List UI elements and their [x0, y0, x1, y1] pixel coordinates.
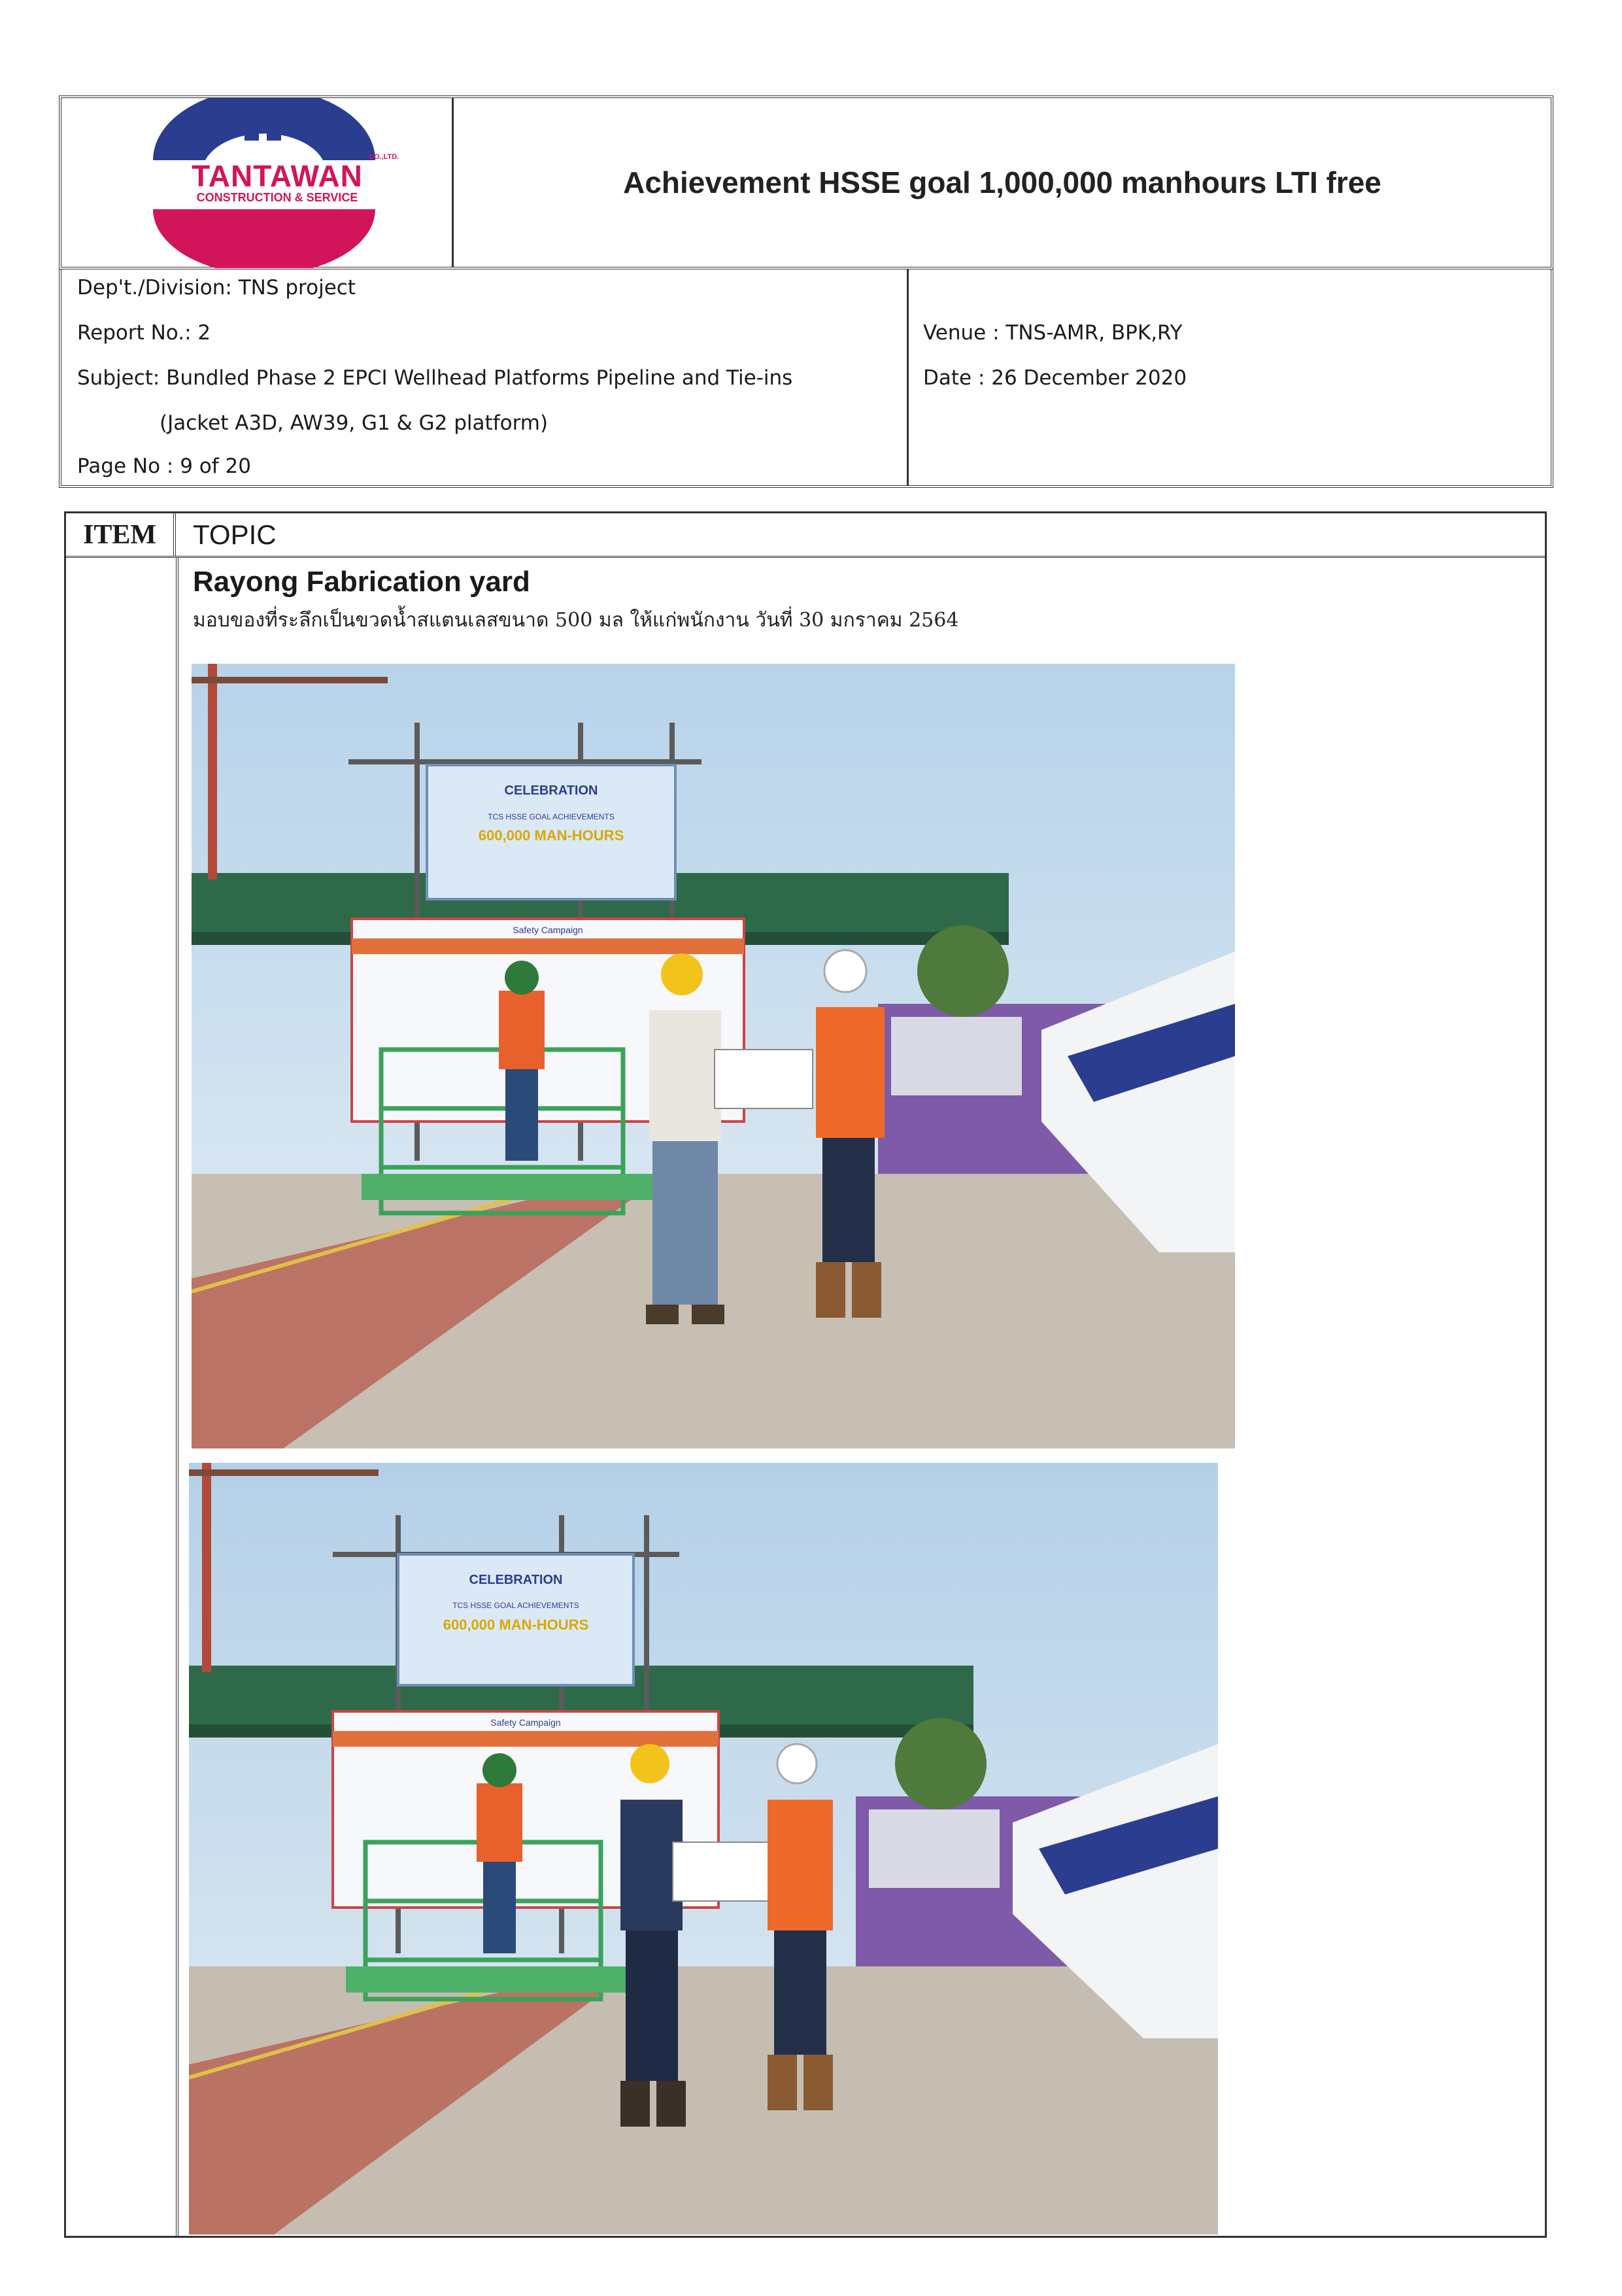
logo-tagline: CONSTRUCTION & SERVICE [196, 191, 358, 204]
section-title: Rayong Fabrication yard [193, 566, 530, 598]
report-header [59, 95, 1553, 269]
banner-sub-text: TCS HSSE GOAL ACHIEVEMENTS [452, 1601, 579, 1610]
logo-cell [61, 98, 454, 267]
division: Dep't./Division: TNS project [77, 276, 356, 300]
banner-main-text: 600,000 MAN-HOURS [478, 827, 624, 844]
poster-title: Safety Campaign [513, 925, 583, 935]
subject: Subject: Bundled Phase 2 EPCI Wellhead Platforms Pipeline and Tie-ins [77, 366, 793, 390]
banner-sub-text: TCS HSSE GOAL ACHIEVEMENTS [488, 812, 615, 821]
banner-main-text: 600,000 MAN-HOURS [443, 1617, 589, 1633]
column-header-topic: TOPIC [193, 519, 277, 550]
item-table [64, 511, 1547, 2238]
event-photo-1 [192, 664, 1235, 1448]
poster-title: Safety Campaign [490, 1717, 561, 1728]
report-date: Date : 26 December 2020 [923, 366, 1187, 390]
event-photo-2 [189, 1463, 1218, 2235]
venue: Venue : TNS-AMR, BPK,RY [923, 321, 1183, 345]
section-note: มอบของที่ระลึกเป็นขวดน้ำสแตนเลสขนาด 500 มล ให้แก่พนักงาน วันที่ 30 มกราคม 2564 [193, 609, 959, 632]
logo-co-ltd: CO.,LTD. [369, 153, 399, 161]
report-info [59, 269, 1553, 488]
column-divider [176, 558, 178, 2236]
report-number: Report No.: 2 [77, 321, 211, 345]
table-header [66, 513, 1545, 558]
logo-wordmark: TANTAWAN [192, 159, 363, 193]
column-header-item: ITEM [66, 513, 176, 556]
page-number: Page No : 9 of 20 [77, 454, 251, 478]
report-title: Achievement HSSE goal 1,000,000 manhours LTI free [623, 165, 1381, 199]
banner-top-text: CELEBRATION [504, 783, 598, 798]
banner-top-text: CELEBRATION [469, 1573, 563, 1587]
subject-continued: (Jacket A3D, AW39, G1 & G2 platform) [160, 411, 549, 435]
